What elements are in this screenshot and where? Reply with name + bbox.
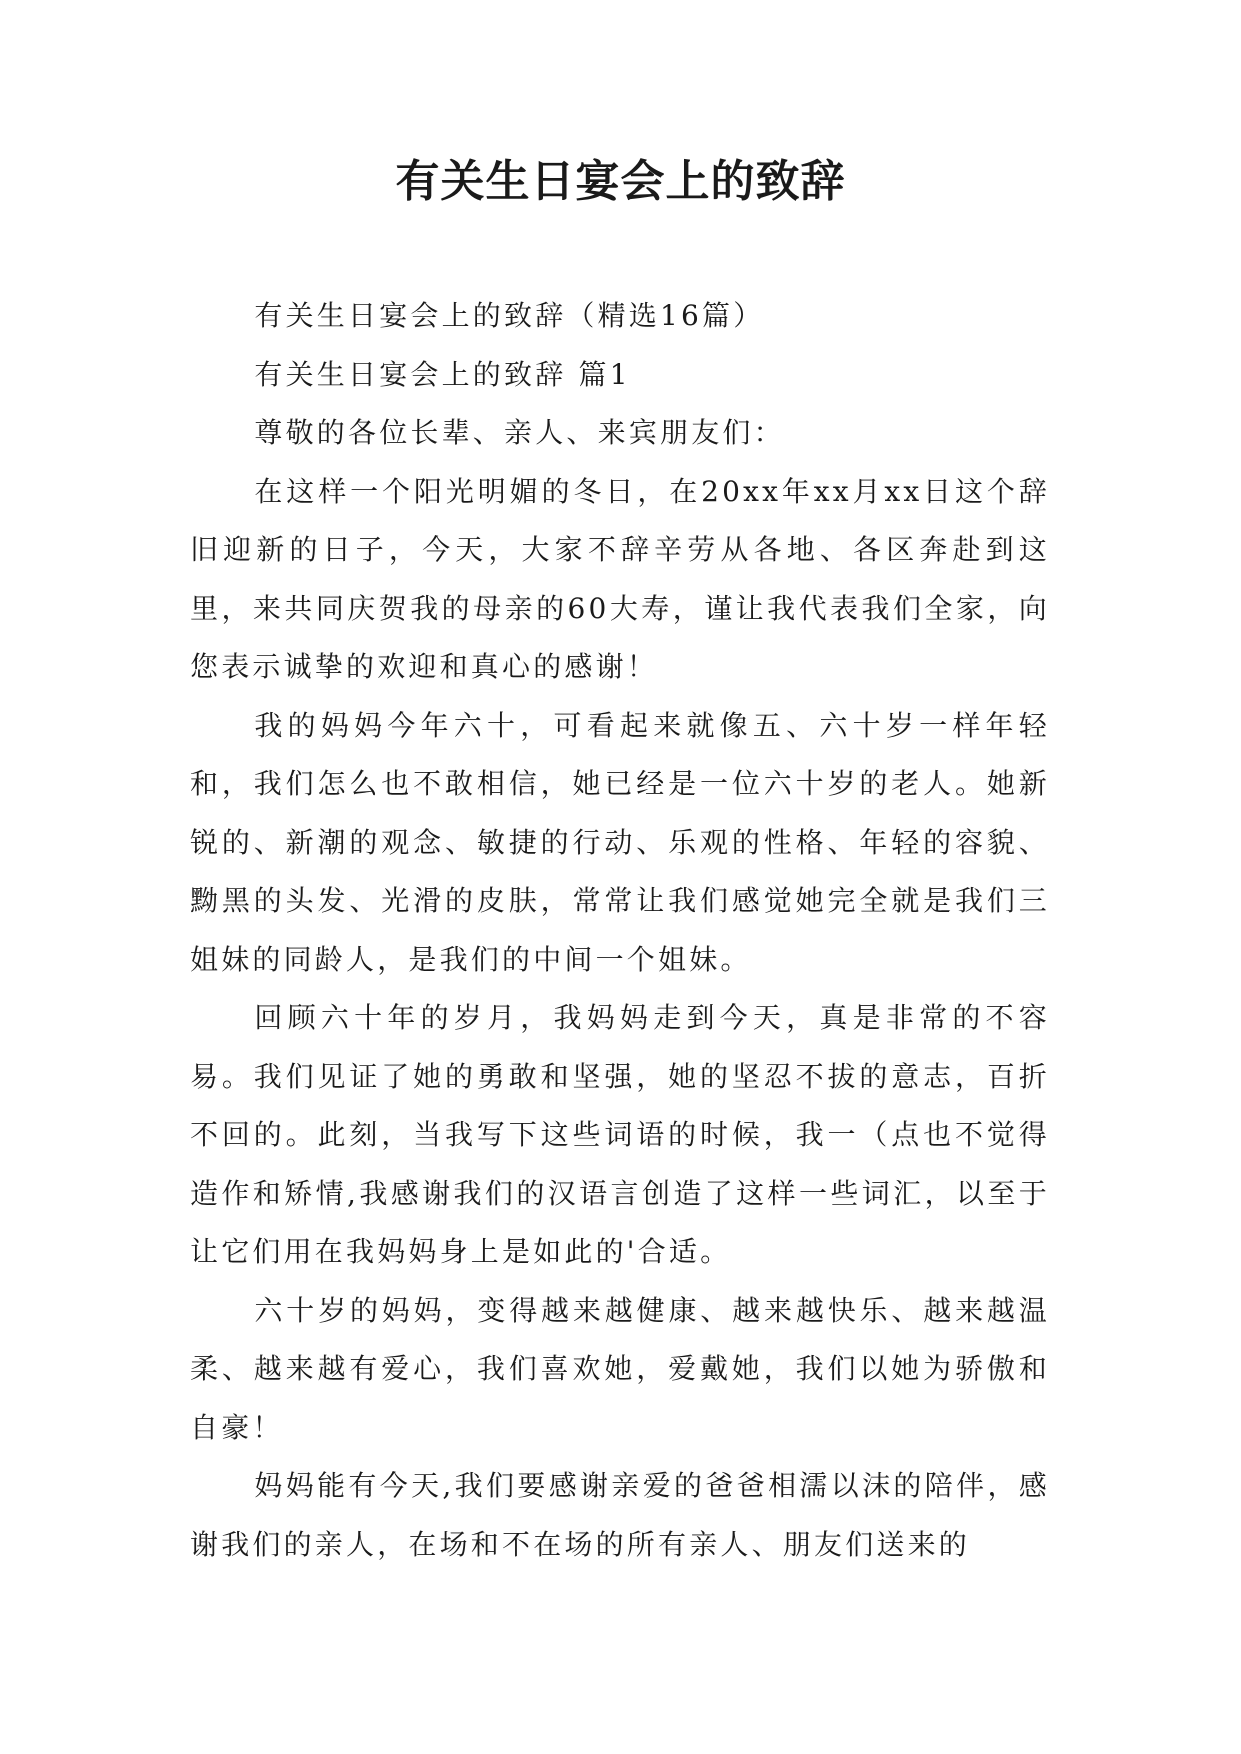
paragraph: 六十岁的妈妈，变得越来越健康、越来越快乐、越来越温柔、越来越有爱心，我们喜欢她，爱戴她，我们以她为骄傲和自豪！	[190, 1293, 1050, 1444]
paragraph-section-heading: 有关生日宴会上的致辞 篇1	[254, 357, 631, 391]
paragraph: 回顾六十年的岁月，我妈妈走到今天，真是非常的不容易。我们见证了她的勇敢和坚强，她的坚忍不拔的意志，百折不回的。此刻，当我写下这些词语的时候，我一（点也不觉得造作和矫情,我感谢我们的汉语言创造了这样一些词汇，以至于让它们用在我妈妈身上是如此的'合适。	[190, 1001, 1050, 1268]
paragraph-subtitle: 有关生日宴会上的致辞（精选16篇）	[254, 299, 765, 332]
document-body	[190, 287, 1050, 1574]
paragraph: 在这样一个阳光明媚的冬日，在20xx年xx月xx日这个辞旧迎新的日子，今天，大家不辞辛劳从各地、各区奔赴到这里，来共同庆贺我的母亲的60大寿，谨让我代表我们全家，向您表示诚挚的欢迎和真心的感谢！	[190, 474, 1050, 683]
paragraph: 我的妈妈今年六十，可看起来就像五、六十岁一样年轻和，我们怎么也不敢相信，她已经是一位六十岁的老人。她新锐的、新潮的观念、敏捷的行动、乐观的性格、年轻的容貌、黝黑的头发、光滑的皮肤，常常让我们感觉她完全就是我们三姐妹的同龄人，是我们的中间一个姐妹。	[190, 708, 1050, 976]
paragraph-salutation: 尊敬的各位长辈、亲人、来宾朋友们：	[254, 416, 785, 449]
paragraph: 妈妈能有今天,我们要感谢亲爱的爸爸相濡以沫的陪伴，感谢我们的亲人，在场和不在场的所有亲人、朋友们送来的	[190, 1469, 1050, 1561]
document-title: 有关生日宴会上的致辞	[395, 156, 846, 207]
